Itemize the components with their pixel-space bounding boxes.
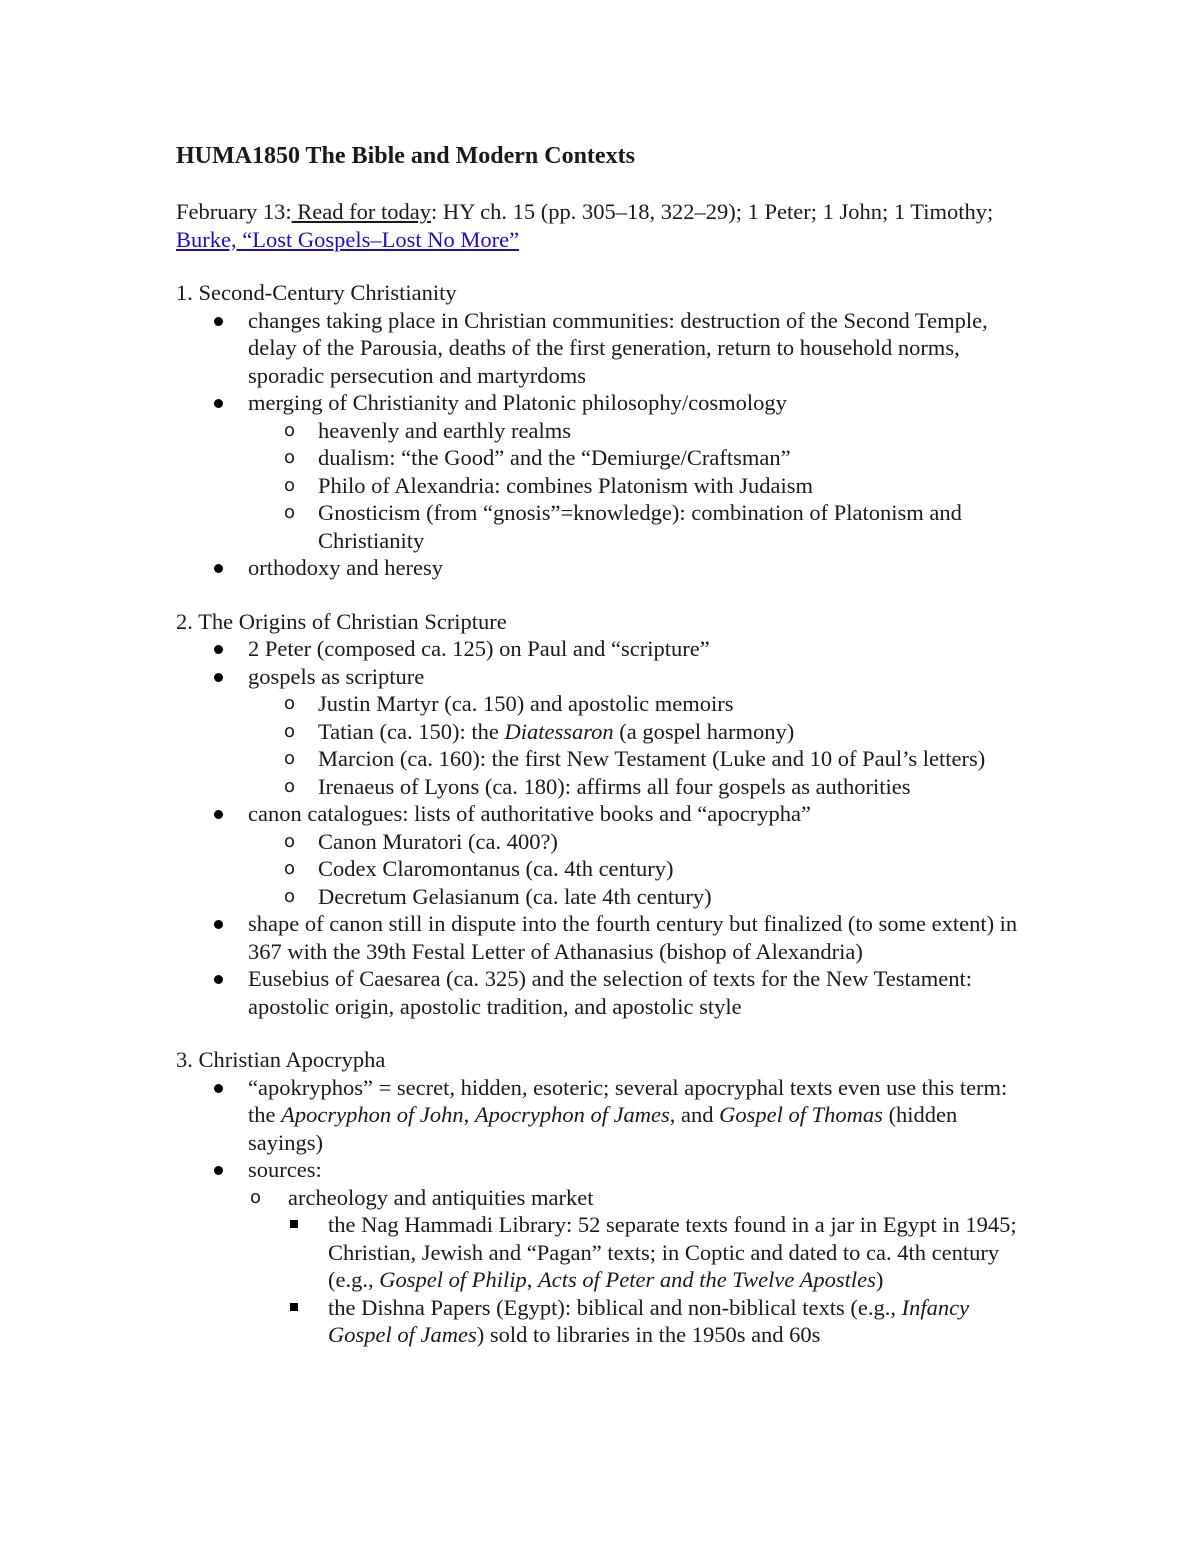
bullet-list (176, 307, 1036, 582)
list-item: sources: o archeology and antiquities market the Nag Hammadi Library: 52 separate texts found in a jar in Egypt in 1945; Christian, Jewish and “Pagan” texts; in Coptic and dated to ca. 4th century (e.g., Gospel of Philip, Acts of Peter and the Twelve Apostles) the Dishna Papers (Egypt): biblical and non-biblical texts (e.g., Infancy Gospel of James) sold to libraries in the 1950s and 60s (176, 1156, 1036, 1349)
section-3 (176, 1046, 1036, 1349)
list-item: canon catalogues: lists of authoritative books and “apocrypha” o Canon Muratori (ca. 400?) o Codex Claromontanus (ca. 4th century) o Decretum Gelasianum (ca. late 4th century) (176, 800, 1036, 910)
bullet-icon (214, 975, 223, 984)
date-label: February 13: (176, 199, 292, 224)
sub-list-item: o heavenly and earthly realms (284, 417, 572, 443)
list-item: merging of Christianity and Platonic philosophy/cosmology o heavenly and earthly realms o dualism: “the Good” and the “Demiurge/Craftsman” o Philo of Alexandria: combines Platonism with Judaism o Gnosticism (from “gnosis”=knowledge): combination of Platonism and Christianity (176, 389, 1036, 554)
sub-list-item: o Marcion (ca. 160): the first New Testament (Luke and 10 of Paul’s letters) (284, 746, 986, 771)
reading-text: : HY ch. 15 (pp. 305–18, 322–29); 1 Peter; 1 John; 1 Timothy; (430, 199, 994, 224)
section-2 (176, 608, 1036, 1021)
square-bullet-icon (290, 1220, 298, 1228)
sub-list-item: o Gnosticism (from “gnosis”=knowledge): combination of Platonism and Christianity (284, 500, 962, 553)
bullet-icon (214, 399, 223, 408)
circle-bullet-icon: o (284, 502, 296, 523)
circle-bullet-icon: o (284, 474, 296, 496)
sub-list (176, 1184, 1036, 1349)
bullet-icon (214, 673, 223, 682)
sub-list (176, 690, 1036, 800)
square-bullet-icon (290, 1303, 298, 1311)
circle-bullet-icon: o (284, 748, 296, 769)
sub-list-item: o dualism: “the Good” and the “Demiurge/Craftsman” (284, 445, 791, 470)
sub-list-item: o Codex Claromontanus (ca. 4th century) (284, 856, 674, 881)
document-title: HUMA1850 The Bible and Modern Contexts (176, 143, 635, 169)
circle-bullet-icon: o (284, 775, 296, 797)
reading-line (176, 198, 1036, 253)
sub-list-item: o Justin Martyr (ca. 150) and apostolic memoirs (284, 691, 734, 716)
bullet-icon (214, 564, 223, 573)
section-heading: 1. Second-Century Christianity (176, 280, 457, 305)
bullet-icon (214, 1084, 223, 1093)
section-1 (176, 279, 1036, 582)
list-item: “apokryphos” = secret, hidden, esoteric; several apocryphal texts even use this term: the Apocryphon of John, Apocryphon of James, and Gospel of Thomas (hidden sayings) (176, 1074, 1036, 1157)
sub-list-item: o archeology and antiquities market the Nag Hammadi Library: 52 separate texts found in a jar in Egypt in 1945; Christian, Jewish and “Pagan” texts; in Coptic and dated to ca. 4th century (e.g., Gospel of Philip, Acts of Peter and the Twelve Apostles) the Dishna Papers (Egypt): biblical and non-biblical texts (e.g., Infancy Gospel of James) sold to libraries in the 1950s and 60s (176, 1184, 1036, 1349)
third-level-item: the Dishna Papers (Egypt): biblical and non-biblical texts (e.g., Infancy Gospel of James) sold to libraries in the 1950s and 60s (176, 1294, 1036, 1349)
circle-bullet-icon: o (284, 720, 296, 742)
sub-list (176, 828, 1036, 911)
bullet-icon (214, 317, 223, 326)
list-item: gospels as scripture o Justin Martyr (ca. 150) and apostolic memoirs o Tatian (ca. 150): the Diatessaron (a gospel harmony) o Marcion (ca. 160): the first New Testament (Luke and 10 of Paul’s letters) o Irenaeus of Lyons (ca. 180): affirms all four gospels as authorities (176, 663, 1036, 801)
list-item: 2 Peter (composed ca. 125) on Paul and “scripture” (176, 635, 1036, 663)
circle-bullet-icon: o (284, 885, 296, 907)
list-item: shape of canon still in dispute into the fourth century but finalized (to some extent) in 367 with the 39th Festal Letter of Athanasius (bishop of Alexandria) (176, 910, 1036, 965)
sub-list-item: o Irenaeus of Lyons (ca. 180): affirms all four gospels as authorities (284, 773, 911, 799)
bullet-icon (214, 645, 223, 654)
sub-list (176, 417, 1036, 555)
section-heading: 3. Christian Apocrypha (176, 1047, 386, 1072)
sub-list-item: o Decretum Gelasianum (ca. late 4th century) (284, 883, 712, 909)
list-item: orthodoxy and heresy (176, 554, 1036, 582)
circle-bullet-icon: o (284, 830, 296, 852)
read-for-today-label: Read for today (291, 199, 431, 224)
third-level-item: the Nag Hammadi Library: 52 separate texts found in a jar in Egypt in 1945; Christian, Jewish and “Pagan” texts; in Coptic and dated to ca. 4th century (e.g., Gospel of Philip, Acts of Peter and the Twelve Apostles) (176, 1211, 1036, 1294)
third-level-list (176, 1211, 1036, 1349)
bullet-icon (214, 920, 223, 929)
sub-list-item: o Tatian (ca. 150): the Diatessaron (a gospel harmony) (284, 718, 795, 744)
circle-bullet-icon: o (284, 447, 296, 468)
burke-link[interactable]: Burke, “Lost Gospels–Lost No More” (176, 226, 520, 252)
bullet-icon (214, 810, 223, 819)
sub-list-item: o Canon Muratori (ca. 400?) (284, 828, 558, 854)
circle-bullet-icon: o (250, 1186, 262, 1208)
circle-bullet-icon: o (284, 693, 296, 714)
list-item: changes taking place in Christian communities: destruction of the Second Temple, delay of the Parousia, deaths of the first generation, return to household norms, sporadic persecution and martyrdoms (176, 307, 1036, 390)
circle-bullet-icon: o (284, 419, 296, 441)
bullet-list (176, 635, 1036, 1020)
section-heading: 2. The Origins of Christian Scripture (176, 608, 507, 634)
list-item: Eusebius of Caesarea (ca. 325) and the selection of texts for the New Testament: apostolic origin, apostolic tradition, and apostolic style (176, 965, 1036, 1020)
bullet-list (176, 1074, 1036, 1349)
bullet-icon (214, 1166, 223, 1175)
circle-bullet-icon: o (284, 858, 296, 879)
sub-list-item: o Philo of Alexandria: combines Platonism with Judaism (284, 472, 813, 498)
document-page (176, 140, 1036, 1375)
